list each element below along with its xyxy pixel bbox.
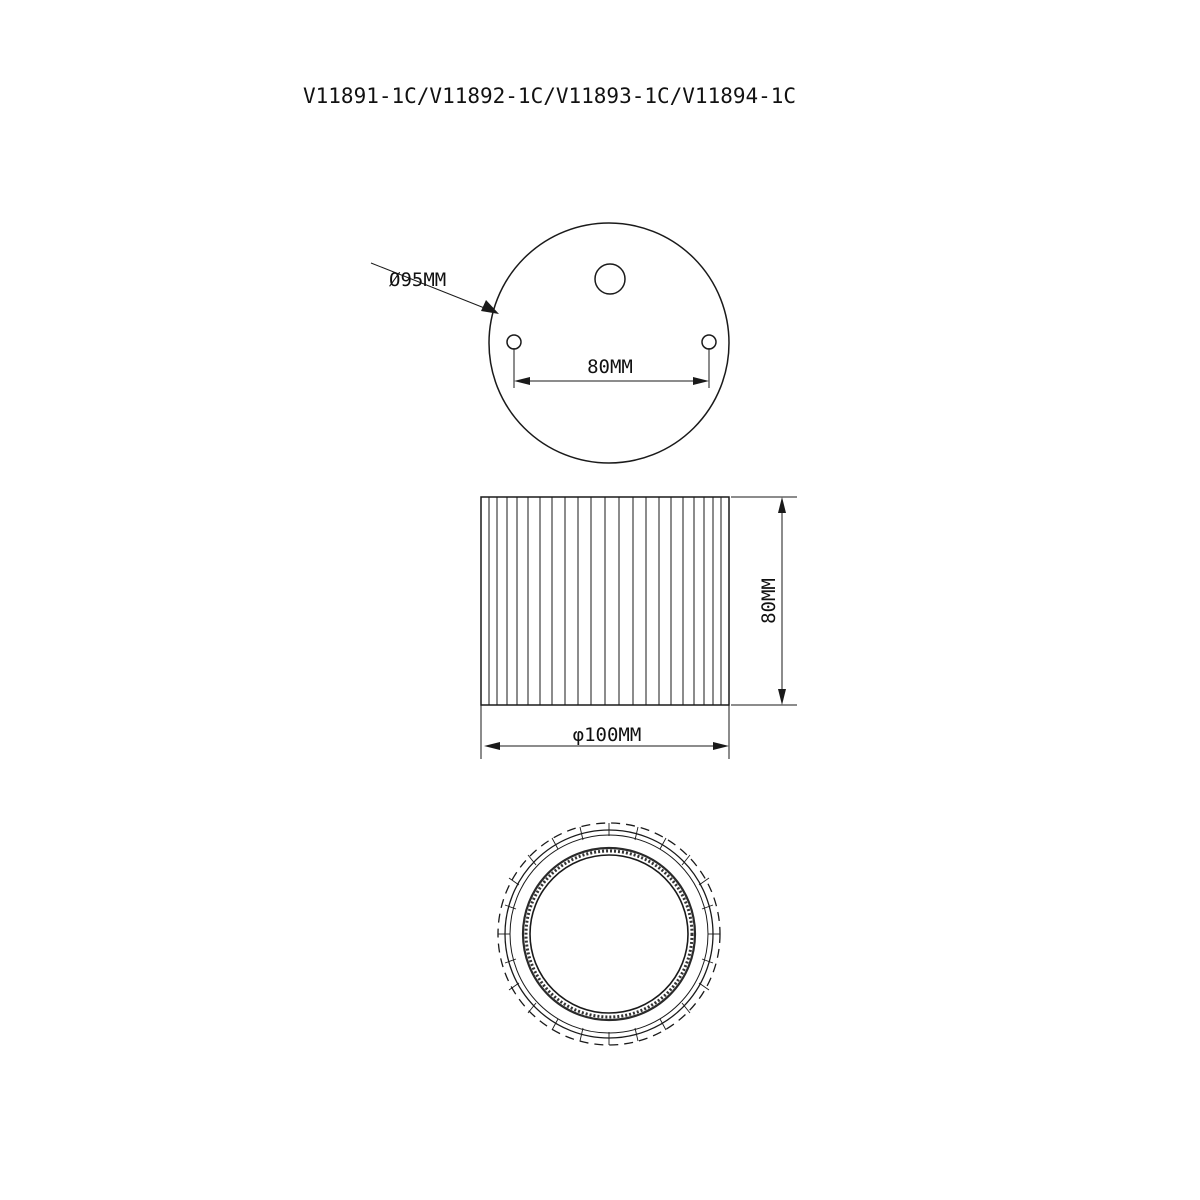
bottom-view: [498, 823, 720, 1045]
mounting-hole-left: [507, 335, 521, 349]
arrowhead-left-diameter: [484, 742, 500, 750]
flute-ticks: [498, 823, 720, 1045]
arrowhead-right-diameter: [713, 742, 729, 750]
top-view: [371, 223, 729, 463]
center-hole: [595, 264, 625, 294]
dimension-label-height: 80MM: [758, 578, 780, 624]
dimension-label-80mm-top: 80MM: [587, 356, 633, 378]
page-title: V11891-1C/V11892-1C/V11893-1C/V11894-1C: [303, 84, 797, 108]
front-view: [481, 497, 797, 759]
arrowhead-bottom-height: [778, 689, 786, 705]
inner-ring-outer: [523, 848, 695, 1020]
plate-outline: [489, 223, 729, 463]
arrowhead-top-height: [778, 497, 786, 513]
dimension-label-dia95: Ø95MM: [389, 269, 447, 291]
scalloped-rim: [498, 823, 720, 1045]
arrowhead-left-80mm-top: [514, 377, 530, 385]
mounting-hole-right: [702, 335, 716, 349]
inner-ring-inner: [530, 855, 688, 1013]
arrowhead-right-80mm-top: [693, 377, 709, 385]
inner-ring-texture: [526, 851, 692, 1017]
dimension-label-diameter: φ100MM: [572, 724, 642, 746]
